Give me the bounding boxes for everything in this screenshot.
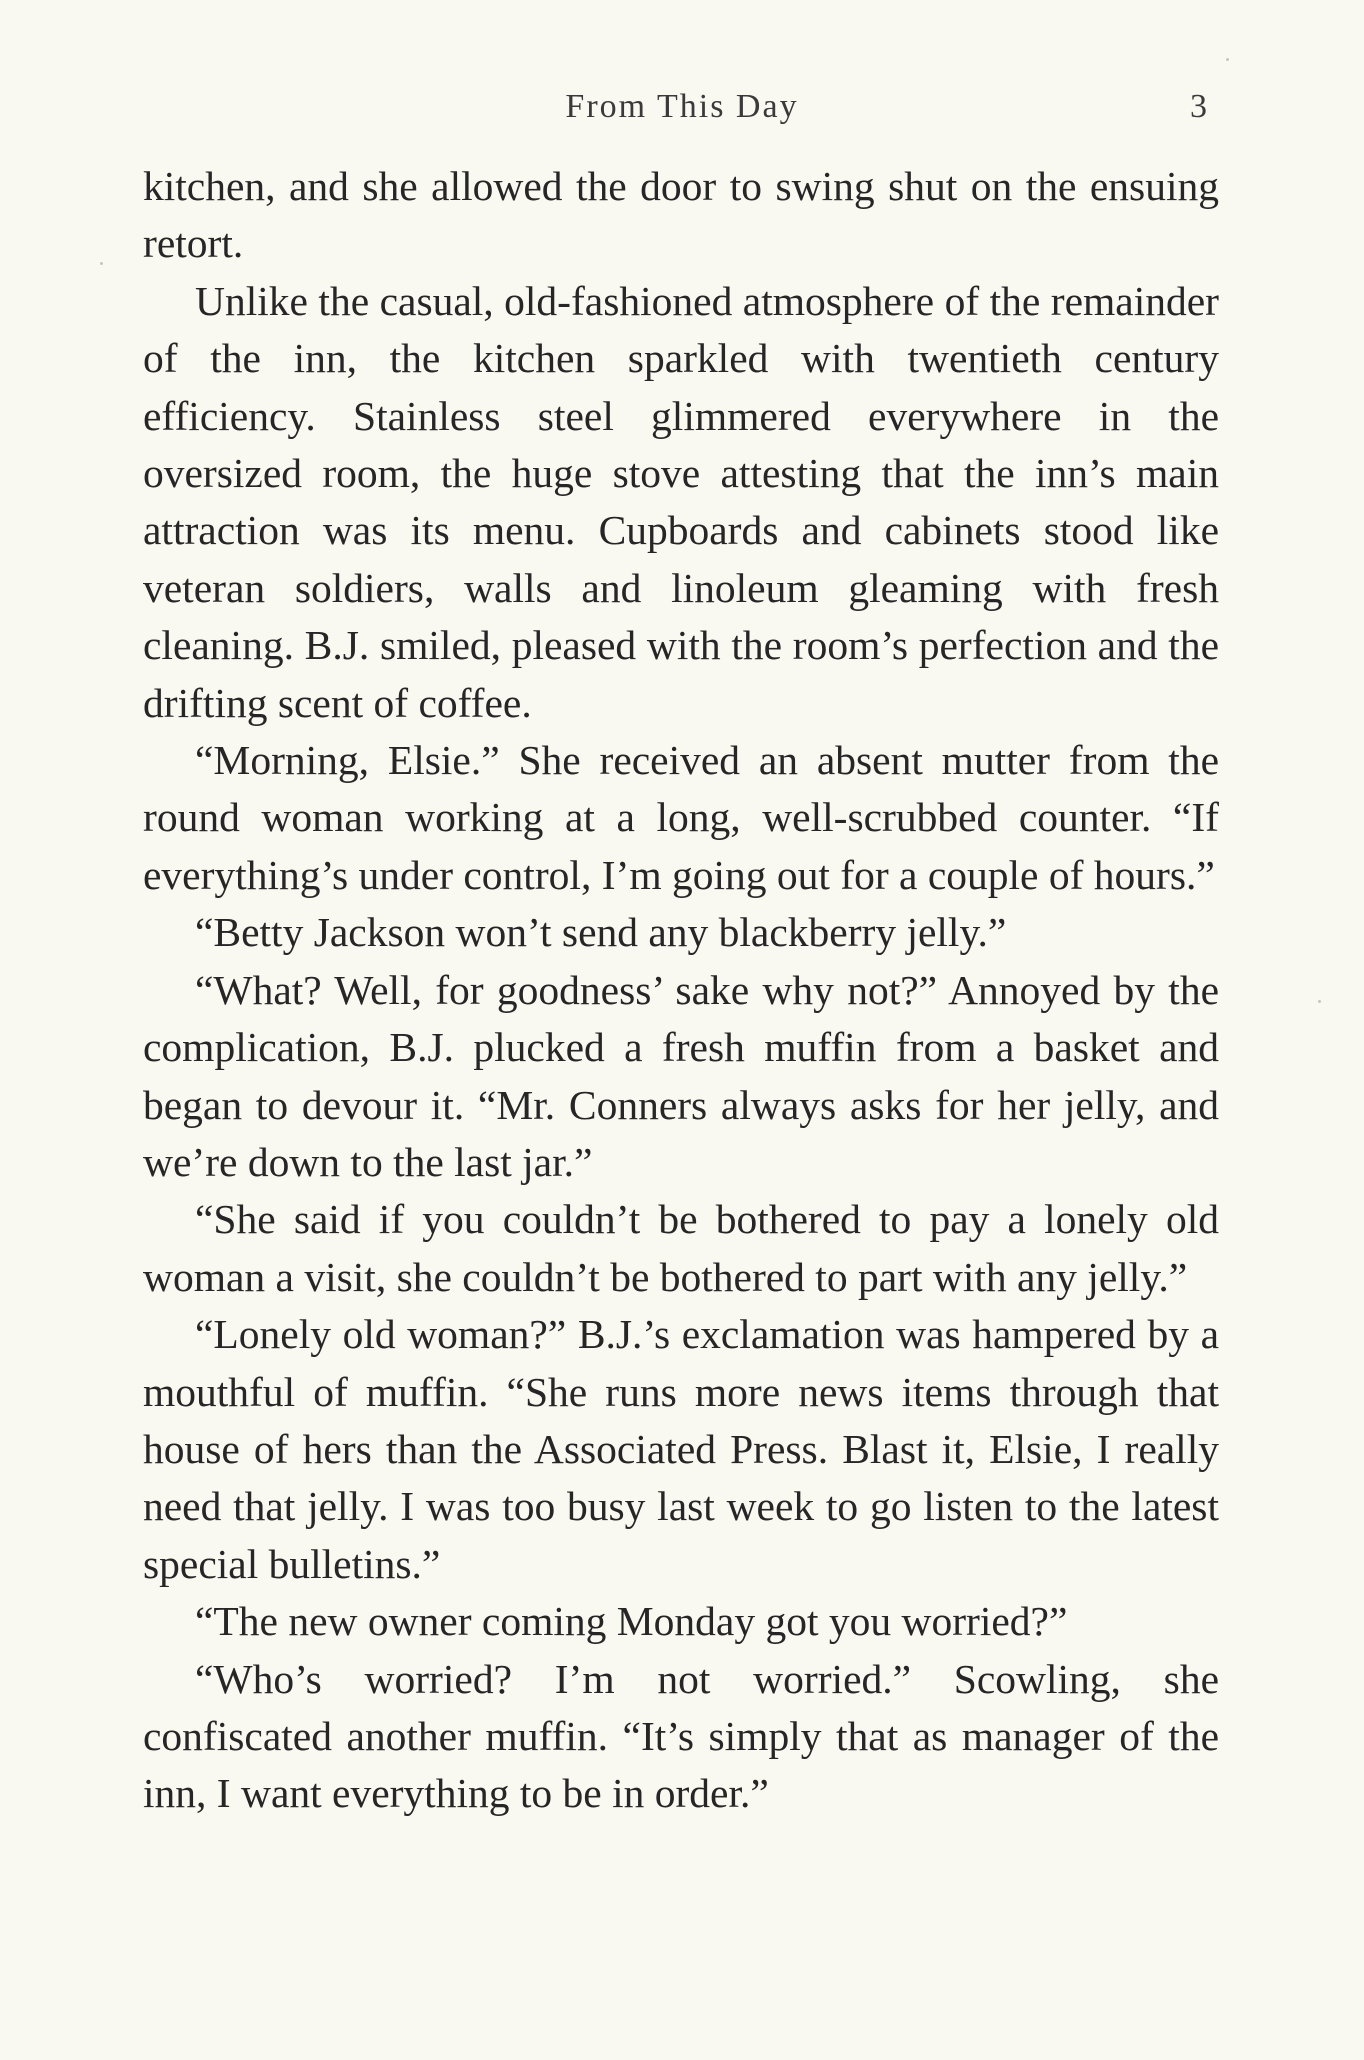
page-number: 3	[1190, 88, 1207, 125]
paragraph-7: “Lonely old woman?” B.J.’s exclamation was hampered by a mouthful of muffin. “She runs more news items through that house of hers than the Associated Press. Blast it, Elsie, I really need that jelly. I was too busy last week to go listen to the latest special bulletins.”	[143, 1311, 1219, 1587]
paragraph-8: “The new owner coming Monday got you worried?”	[195, 1598, 1068, 1645]
scan-speck	[1318, 1000, 1321, 1003]
running-head	[0, 88, 1364, 138]
paragraph-5: “What? Well, for goodness’ sake why not?” Annoyed by the complication, B.J. plucked a fresh muffin from a basket and began to devour it. “Mr. Conners always asks for her jelly, and we’re down to the last jar.”	[143, 966, 1219, 1185]
paragraph-2: Unlike the casual, old-fashioned atmosphere of the remainder of the inn, the kitchen sparkled with twentieth century efficiency. Stainless steel glimmered everywhere in the oversized room, the huge stove attesting that the inn’s main attraction was its menu. Cupboards and cabinets stood like veteran soldiers, walls and linoleum gleaming with fresh cleaning. B.J. smiled, pleased with the room’s perfection and the drifting scent of coffee.	[143, 277, 1219, 726]
scan-speck	[100, 262, 103, 265]
paragraph-1: kitchen, and she allowed the door to swing shut on the ensuing retort.	[143, 163, 1219, 267]
body-text	[143, 158, 1219, 1823]
running-title: From This Day	[565, 88, 799, 125]
paragraph-6: “She said if you couldn’t be bothered to pay a lonely old woman a visit, she couldn’t be bothered to part with any jelly.”	[143, 1196, 1219, 1300]
paragraph-9: “Who’s worried? I’m not worried.” Scowling, she confiscated another muffin. “It’s simply that as manager of the inn, I want everything to be in order.”	[143, 1655, 1219, 1817]
scan-speck	[1226, 58, 1229, 61]
paragraph-4: “Betty Jackson won’t send any blackberry jelly.”	[195, 909, 1007, 956]
paragraph-3: “Morning, Elsie.” She received an absent mutter from the round woman working at a long, well-scrubbed counter. “If everything’s under control, I’m going out for a couple of hours.”	[143, 737, 1219, 898]
